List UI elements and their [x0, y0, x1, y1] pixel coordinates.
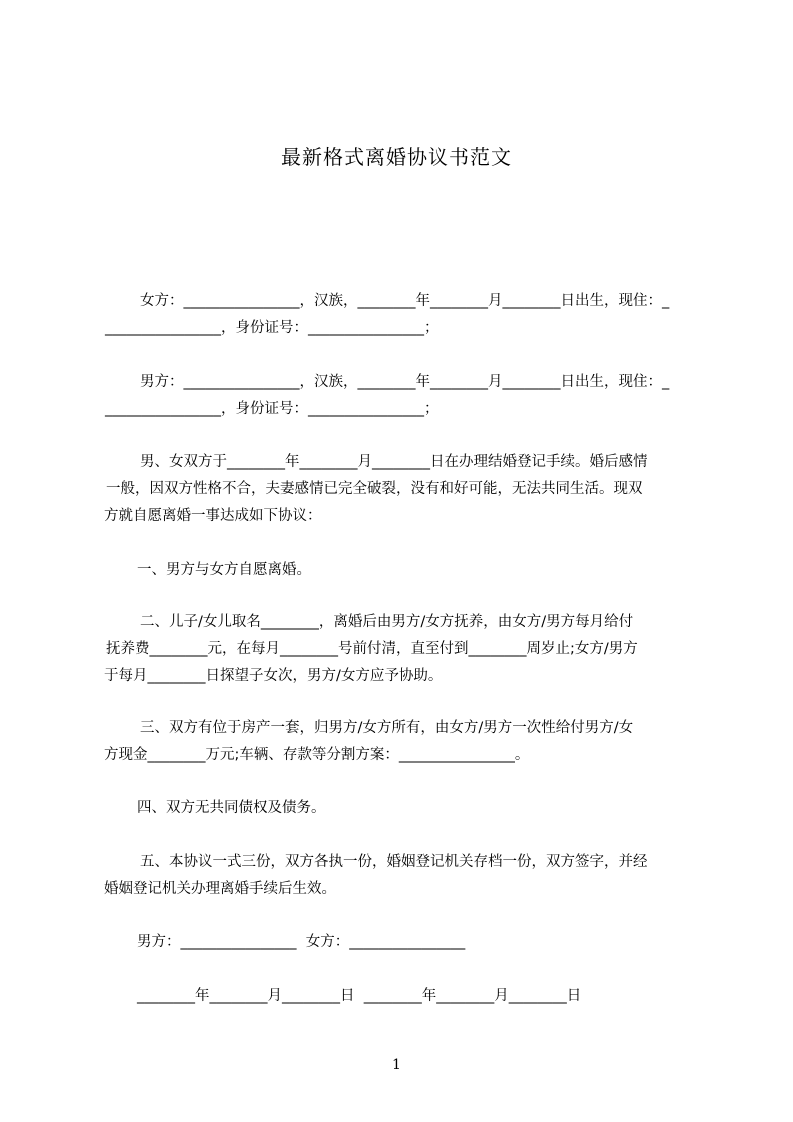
preamble-line-2: 一般，因双方性格不合，夫妻感情已完全破裂，没有和好可能，无法共同生活。现双 [106, 481, 643, 497]
clause-2-line-3: 于每月________日探望子女次，男方/女方应予协助。 [104, 668, 443, 684]
clause-3-line-1: 三、双方有位于房产一套，归男方/女方所有，由女方/男方一次性给付男方/女 [140, 720, 634, 736]
date-line: ________年________月________日 ________年________月________日 [137, 988, 582, 1004]
male-party-line-2: ________________，身份证号：________________； [105, 401, 439, 417]
preamble-line-3: 方就自愿离婚一事达成如下协议： [104, 508, 322, 524]
female-party-line-2: ________________，身份证号：________________； [105, 320, 439, 336]
clause-2-line-2: 抚养费________元，在每月________号前付清，直至付到________周岁止;女方/男方 [106, 641, 638, 657]
clause-3-line-2: 方现金________万元;车辆、存款等分割方案：________________。 [104, 747, 530, 763]
page-number: 1 [392, 1057, 401, 1073]
signature-line: 男方：________________ 女方：________________ [137, 934, 466, 950]
female-party-line-1: 女方：________________，汉族，________年________月________日出生，现住：_ [140, 293, 670, 309]
clause-5-line-1: 五、本协议一式三份，双方各执一份，婚姻登记机关存档一份，双方签字，并经 [140, 854, 648, 870]
clause-1: 一、男方与女方自愿离婚。 [137, 562, 311, 578]
clause-2-line-1: 二、儿子/女儿取名________，离婚后由男方/女方抚养，由女方/男方每月给付 [140, 614, 634, 630]
clause-4: 四、双方无共同债权及债务。 [137, 800, 326, 816]
preamble-line-1: 男、女双方于________年________月________日在办理结婚登记手续。婚后感情 [140, 454, 648, 470]
male-party-line-1: 男方：________________，汉族，________年________月________日出生，现住：_ [140, 374, 670, 390]
clause-5-line-2: 婚姻登记机关办理离婚手续后生效。 [104, 881, 336, 897]
document-title: 最新格式离婚协议书范文 [281, 145, 512, 169]
